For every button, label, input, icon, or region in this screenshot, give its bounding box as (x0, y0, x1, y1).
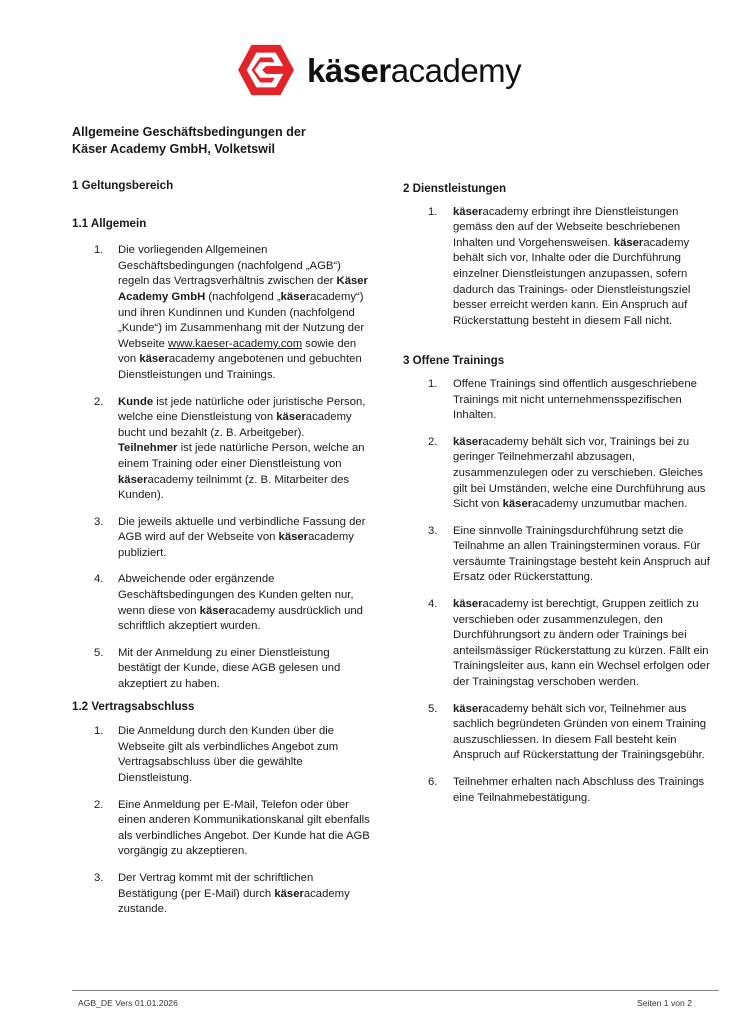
list-item: 3. Der Vertrag kommt mit der schriftlichen Bestätigung (per E-Mail) durch käseracademy zustande. (94, 871, 350, 916)
footer-page-number: Seiten 1 von 2 (637, 998, 692, 1008)
dienstleistungen-list (403, 205, 713, 330)
list-item: 5. käseracademy behält sich vor, Teilnehmer aus sachlich begründeten Gründen von einem Training auszuschliessen. In diesem Fall besteht kein Anspruch auf Rückerstattung der Trainingsgebühr. (428, 702, 707, 762)
subsection-heading-allgemein: 1.1 Allgemein (72, 216, 147, 230)
left-column (72, 178, 372, 929)
kaeser-hexagon-logo-icon (237, 43, 295, 97)
list-item: 2. Kunde ist jede natürliche oder juristische Person, welche eine Dienstleistung von käseracademy bucht und bezahlt (z. B. Arbeitgeber). Teilnehmer ist jede natürliche Person, welche an einem Training oder einer Dienstleistung von käseracademy teilnimmt (z. B. Mitarbeiter des Kunden). (94, 395, 366, 502)
list-item: 1. Die vorliegenden Allgemeinen Geschäftsbedingungen (nachfolgend „AGB“) regeln das Vertragsverhältnis zwischen der Käser Academy GmbH (nachfolgend „käseracademy“) und ihren Kundinnen und Kunden (nachfolgend „Kunde“) im Zusammenhang mit der Nutzung der Webseite www.kaeser-academy.com sowie den von käseracademy angebotenen und gebuchten Dienstleistungen und Trainings. (94, 244, 368, 381)
list-item: 1. käseracademy erbringt ihre Dienstleistungen gemäss den auf der Webseite beschriebenen Inhalten und Vorgehensweisen. käseracademy behält sich vor, Inhalte oder die Durchführung einzelner Dienstleistungen anzupassen, sofern dadurch das Trainings- oder Dienstleistungsziel besser erreicht werden kann. Ein Anspruch auf Rückerstattung besteht in diesem Fall nicht. (428, 205, 691, 327)
section-heading-dienstleistungen: 2 Dienstleistungen (403, 182, 507, 195)
list-item: 2. Eine Anmeldung per E-Mail, Telefon oder über einen anderen Kommunikationskanal gilt ebenfalls als verbindliches Angebot. Der Kunde hat die AGB vorgängig zu akzeptieren. (94, 798, 370, 858)
document-title (72, 124, 306, 158)
list-item: 5. Mit der Anmeldung zu einer Dienstleistung bestätigt der Kunde, diese AGB gelesen und akzeptiert zu haben. (94, 646, 341, 691)
list-item: 3. Eine sinnvolle Trainingsdurchführung setzt die Teilnahme an allen Trainingsterminen voraus. Für versäumte Trainingstage besteht kein Anspruch auf Ersatz oder Rückerstattung. (428, 524, 710, 584)
right-column (403, 181, 713, 817)
list-item: 1. Offene Trainings sind öffentlich ausgeschriebene Trainings mit nicht unternehmensspezifischen Inhalten. (428, 377, 697, 422)
allgemein-list (72, 243, 372, 692)
offene-trainings-list (403, 377, 713, 806)
list-item: 2. käseracademy behält sich vor, Trainings bei zu geringer Teilnehmerzahl abzusagen, zusammenzulegen oder zu verschieben. Gleiches gilt bei Umständen, welche eine Durchführung aus Sicht von käseracademy unzumutbar machen. (428, 435, 706, 511)
logo-brand-light: academy (390, 51, 522, 89)
website-link[interactable]: www.kaeser-academy.com (168, 337, 303, 350)
list-item: 1. Die Anmeldung durch den Kunden über die Webseite gilt als verbindliches Angebot zum Vertragsabschluss über die gewählte Dienstleistung. (94, 725, 339, 784)
list-item: 4. Abweichende oder ergänzende Geschäftsbedingungen des Kunden gelten nur, wenn diese von käseracademy ausdrücklich und schriftlich akzeptiert wurden. (94, 573, 363, 633)
section-heading-offene-trainings: 3 Offene Trainings (403, 354, 505, 368)
title-line-1: Allgemeine Geschäftsbedingungen der (72, 125, 306, 139)
list-item: 3. Die jeweils aktuelle und verbindliche Fassung der AGB wird auf der Webseite von käseracademy publiziert. (94, 515, 366, 559)
section-heading-geltungsbereich: 1 Geltungsbereich (72, 179, 174, 192)
logo-wordmark (307, 51, 522, 89)
company-logo (237, 43, 521, 97)
subsection-heading-vertragsabschluss: 1.2 Vertragsabschluss (72, 699, 195, 713)
logo-brand-bold: käser (307, 51, 391, 89)
vertragsabschluss-list (72, 724, 372, 918)
list-item: 4. käseracademy ist berechtigt, Gruppen zeitlich zu verschieben oder zusammenzulegen, den Durchführungsort zu ändern oder Trainings bei anteilsmässiger Rückerstattung zu kürzen. Fällt ein Trainingsleiter aus, kann ein Wechsel erfolgen oder der Trainingstag verschoben werden. (428, 598, 710, 689)
footer-divider (72, 990, 719, 991)
title-line-2: Käser Academy GmbH, Volketswil (72, 142, 275, 156)
footer-version: AGB_DE Vers 01.01.2026 (78, 998, 178, 1008)
list-item: 6. Teilnehmer erhalten nach Abschluss des Trainings eine Teilnahmebestätigung. (428, 776, 705, 804)
